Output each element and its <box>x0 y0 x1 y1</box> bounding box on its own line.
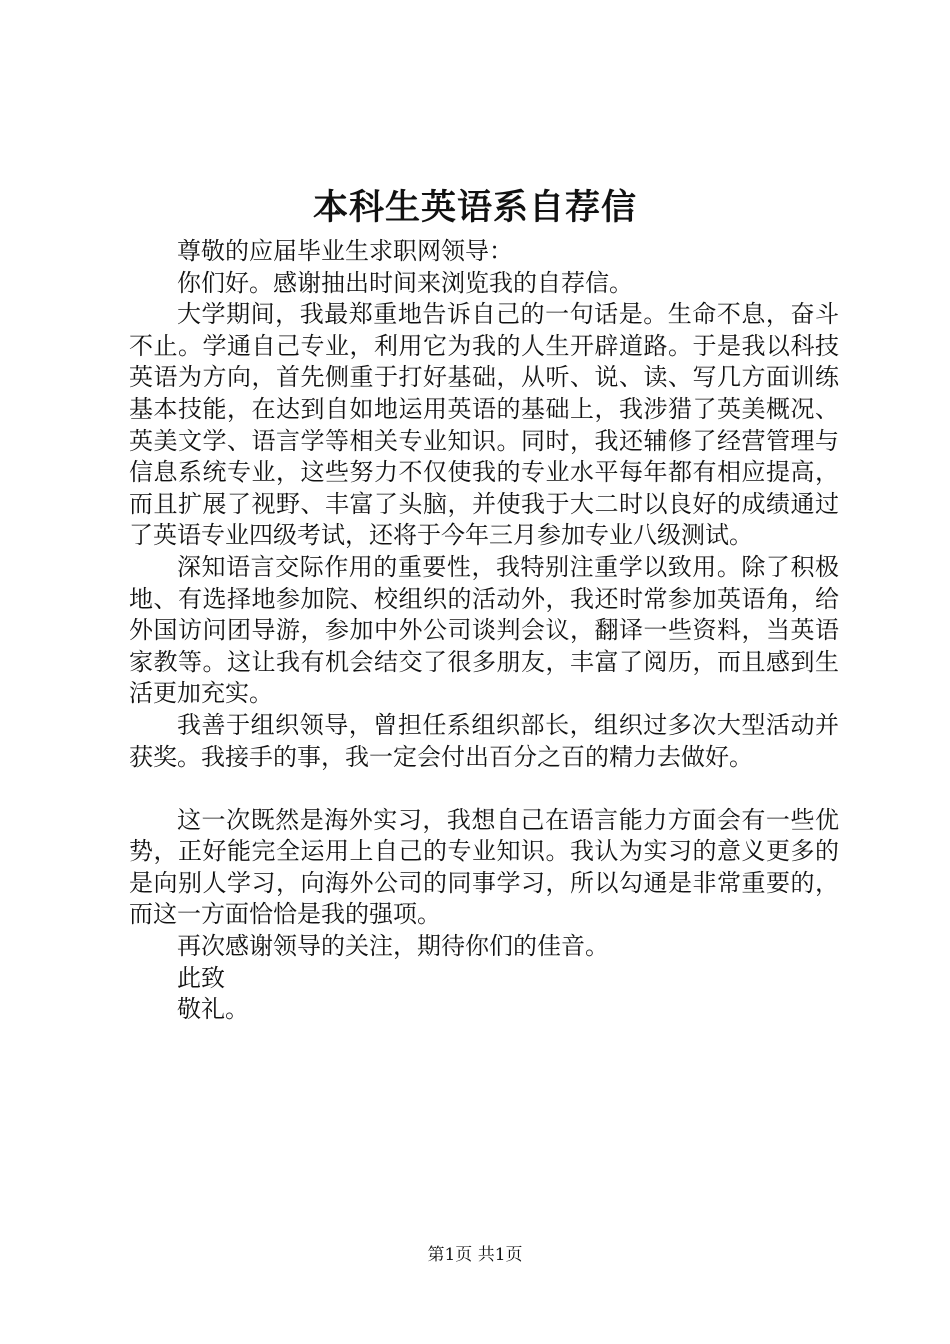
paragraph-study: 大学期间，我最郑重地告诉自己的一句话是。生命不息，奋斗不止。学通自己专业，利用它为我的人生开辟道路。于是我以科技英语为方向，首先侧重于打好基础，从听、说、读、写几方面训练基本技能，在达到自如地运用英语的基础上，我涉猎了英美概况、英美文学、语言学等相关专业知识。同时，我还辅修了经营管理与信息系统专业，这些努力不仅使我的专业水平每年都有相应提高，而且扩展了视野、丰富了头脑，并使我于大二时以良好的成绩通过了英语专业四级考试，还将于今年三月参加专业八级测试。 <box>129 300 839 550</box>
paragraph-leadership: 我善于组织领导，曾担任系组织部长，组织过多次大型活动并获奖。我接手的事，我一定会付出百分之百的精力去做好。 <box>129 710 839 771</box>
paragraph-practice: 深知语言交际作用的重要性，我特别注重学以致用。除了积极地、有选择地参加院、校组织的活动外，我还时常参加英语角，给外国访问团导游，参加中外公司谈判会议，翻译一些资料，当英语家教等。这让我有机会结交了很多朋友，丰富了阅历，而且感到生活更加充实。 <box>129 552 839 708</box>
letter-body <box>129 236 839 1026</box>
greeting: 你们好。感谢抽出时间来浏览我的自荐信。 <box>177 268 633 297</box>
salutation: 尊敬的应届毕业生求职网领导： <box>177 237 513 265</box>
closing-cizhi: 此致 <box>177 963 225 992</box>
closing-jingli: 敬礼。 <box>177 995 249 1024</box>
blank-line <box>129 773 839 805</box>
paragraph-internship: 这一次既然是海外实习，我想自己在语言能力方面会有一些优势，正好能完全运用上自己的专业知识。我认为实习的意义更多的是向别人学习，向海外公司的同事学习，所以勾通是非常重要的，而这一方面恰恰是我的强项。 <box>129 805 839 929</box>
closing-thanks: 再次感谢领导的关注，期待你们的佳音。 <box>177 932 609 961</box>
document-title: 本科生英语系自荐信 <box>312 187 637 228</box>
page-footer: 第1页 共1页 <box>427 1245 523 1265</box>
